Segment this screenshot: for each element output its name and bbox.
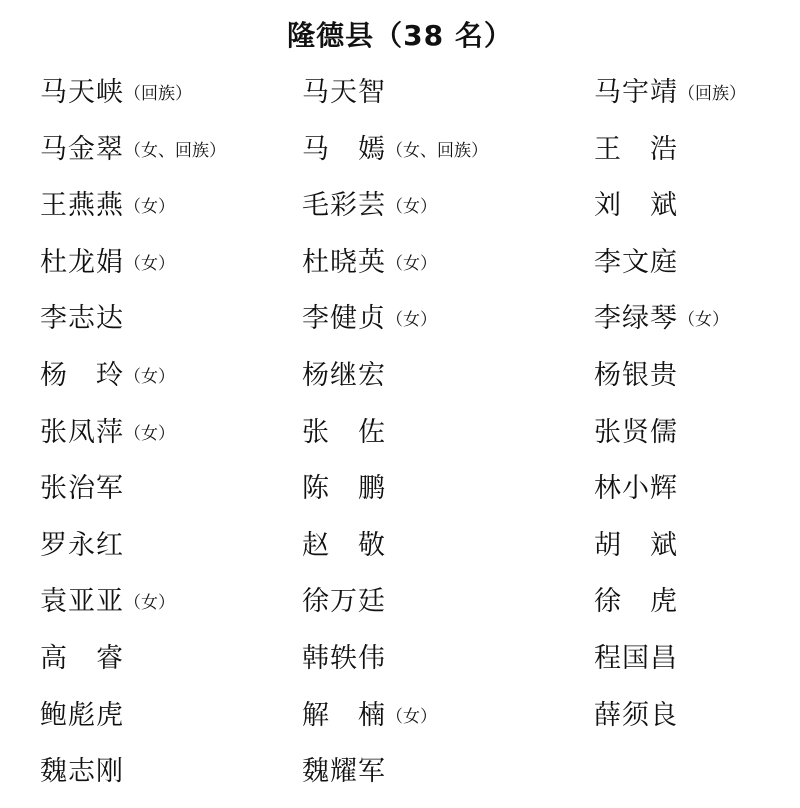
person-name: 杜龙娟 — [40, 246, 124, 278]
name-row — [0, 404, 800, 461]
person-name: 陈 鹏 — [302, 473, 386, 505]
person-name: 胡 斌 — [594, 529, 678, 561]
name-entry — [594, 523, 678, 562]
page-title: 隆德县（38 名） — [287, 19, 513, 52]
name-entry — [302, 749, 386, 788]
name-entry — [594, 636, 678, 675]
name-entry — [40, 749, 124, 788]
name-list — [0, 64, 800, 800]
name-entry — [40, 523, 124, 562]
person-name: 李志达 — [40, 303, 124, 335]
person-note: （女、回族） — [386, 140, 488, 161]
name-entry — [40, 296, 124, 335]
name-entry — [594, 296, 729, 335]
person-note: （回族） — [678, 84, 746, 104]
person-name: 杜晓英 — [302, 246, 386, 278]
person-note: （女） — [386, 253, 437, 274]
name-entry — [302, 410, 386, 449]
name-row — [0, 460, 800, 517]
name-entry — [594, 240, 678, 279]
person-name: 高 睿 — [40, 642, 124, 674]
name-entry — [594, 693, 678, 732]
person-name: 解 楠 — [302, 699, 386, 731]
person-note: （女） — [678, 310, 729, 331]
name-entry — [302, 353, 386, 392]
name-entry — [594, 466, 678, 505]
name-entry — [40, 579, 175, 618]
name-entry — [302, 183, 437, 222]
name-entry — [594, 183, 678, 222]
name-entry — [40, 240, 175, 279]
name-row — [0, 630, 800, 687]
person-name: 刘 斌 — [594, 190, 678, 222]
person-name: 魏志刚 — [40, 756, 124, 788]
person-name: 罗永红 — [40, 529, 124, 561]
person-name: 马金翠 — [40, 133, 124, 165]
person-note: （回族） — [124, 84, 192, 104]
name-entry — [594, 70, 746, 109]
person-name: 林小辉 — [594, 473, 678, 505]
person-name: 马宇靖 — [594, 77, 678, 108]
person-name: 马天智 — [302, 77, 386, 108]
person-name: 徐 虎 — [594, 586, 678, 618]
person-note: （女） — [124, 366, 175, 387]
name-entry — [594, 353, 678, 392]
person-note: （女、回族） — [124, 140, 226, 161]
name-entry — [40, 636, 124, 675]
person-note: （女） — [386, 706, 437, 727]
name-entry — [302, 127, 488, 166]
person-name: 张凤萍 — [40, 416, 124, 448]
person-note: （女） — [386, 310, 437, 331]
name-row — [0, 290, 800, 347]
name-entry — [40, 693, 124, 732]
name-row — [0, 64, 800, 121]
name-row — [0, 177, 800, 234]
name-entry — [302, 579, 386, 618]
name-entry — [302, 296, 437, 335]
person-note: （女） — [124, 197, 175, 218]
person-name: 赵 敬 — [302, 529, 386, 561]
person-name: 程国昌 — [594, 642, 678, 674]
name-row — [0, 234, 800, 291]
person-name: 韩轶伟 — [302, 642, 386, 674]
name-row — [0, 743, 800, 800]
name-row — [0, 687, 800, 744]
person-name: 薛须良 — [594, 699, 678, 731]
person-name: 李健贞 — [302, 303, 386, 335]
name-entry — [302, 693, 437, 732]
name-entry — [594, 579, 678, 618]
name-entry — [40, 127, 226, 166]
person-name: 李文庭 — [594, 246, 678, 278]
person-name: 魏耀军 — [302, 756, 386, 788]
person-name: 杨银贵 — [594, 359, 678, 391]
person-name: 鲍彪虎 — [40, 699, 124, 731]
person-note: （女） — [386, 197, 437, 218]
person-name: 张贤儒 — [594, 416, 678, 448]
person-name: 袁亚亚 — [40, 586, 124, 618]
name-entry — [302, 70, 386, 109]
name-entry — [594, 127, 678, 166]
person-name: 张治军 — [40, 473, 124, 505]
person-name: 杨 玲 — [40, 359, 124, 391]
person-name: 杨继宏 — [302, 359, 386, 391]
name-entry — [302, 636, 386, 675]
name-entry — [40, 183, 175, 222]
person-note: （女） — [124, 593, 175, 614]
name-entry — [40, 410, 175, 449]
person-name: 马天峡 — [40, 77, 124, 108]
name-row — [0, 347, 800, 404]
name-entry — [40, 466, 124, 505]
name-entry — [302, 523, 386, 562]
name-entry — [40, 70, 192, 109]
person-name: 李绿琴 — [594, 303, 678, 335]
name-row — [0, 573, 800, 630]
person-name: 毛彩芸 — [302, 190, 386, 222]
name-row — [0, 121, 800, 178]
name-row — [0, 517, 800, 574]
name-entry — [302, 466, 386, 505]
person-name: 徐万廷 — [302, 586, 386, 618]
person-name: 王燕燕 — [40, 190, 124, 222]
name-entry — [40, 353, 175, 392]
person-note: （女） — [124, 423, 175, 444]
person-name: 马 嫣 — [302, 133, 386, 165]
person-note: （女） — [124, 253, 175, 274]
person-name: 张 佐 — [302, 416, 386, 448]
name-entry — [302, 240, 437, 279]
name-entry — [594, 410, 678, 449]
person-name: 王 浩 — [594, 133, 678, 165]
